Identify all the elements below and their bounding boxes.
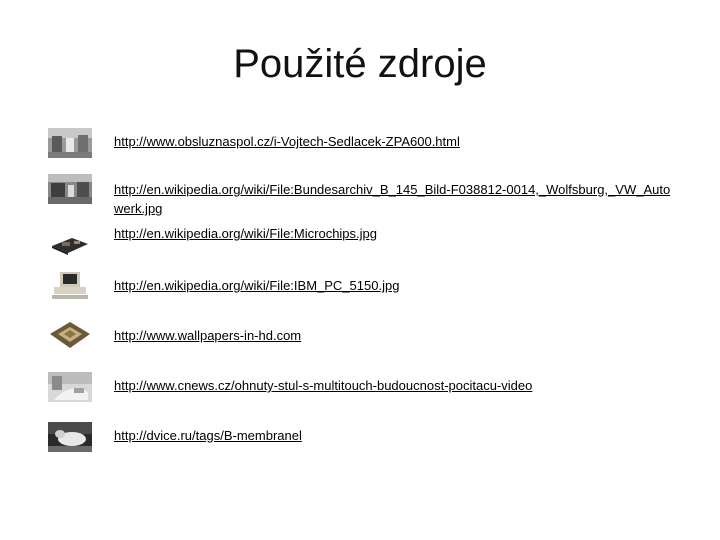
vintage-computer-room-photo-icon bbox=[48, 128, 92, 158]
source-item bbox=[0, 222, 720, 262]
microchips-photo-icon bbox=[48, 226, 92, 256]
source-link[interactable]: http://dvice.ru/tags/B-membranel bbox=[114, 428, 302, 443]
membrane-device-photo-icon bbox=[48, 422, 92, 452]
source-item bbox=[0, 420, 720, 460]
source-link[interactable]: http://www.wallpapers-in-hd.com bbox=[114, 328, 302, 343]
source-item bbox=[0, 370, 720, 410]
slide-title: Použité zdroje bbox=[233, 42, 487, 86]
source-item bbox=[0, 270, 720, 310]
source-link[interactable]: http://en.wikipedia.org/wiki/File:IBM_PC_5150.jpg bbox=[114, 278, 400, 293]
source-link[interactable]: http://en.wikipedia.org/wiki/File:Microchips.jpg bbox=[114, 226, 377, 241]
multitouch-desk-photo-icon bbox=[48, 372, 92, 402]
source-link[interactable]: http://www.cnews.cz/ohnuty-stul-s-multitouch-budoucnost-pocitacu-video bbox=[114, 378, 533, 393]
source-item bbox=[0, 320, 720, 360]
source-item bbox=[0, 126, 720, 166]
source-link[interactable]: http://www.obsluznaspol.cz/i-Vojtech-Sedlacek-ZPA600.html bbox=[114, 134, 460, 149]
source-link[interactable]: http://en.wikipedia.org/wiki/File:Bundesarchiv_B_145_Bild-F038812-0014,_Wolfsburg,_VW_Autowerk.jpg bbox=[114, 182, 671, 216]
ibm-pc-photo-icon bbox=[48, 270, 92, 300]
factory-computer-photo-icon bbox=[48, 174, 92, 204]
processor-chip-photo-icon bbox=[48, 320, 92, 350]
source-item bbox=[0, 174, 720, 214]
